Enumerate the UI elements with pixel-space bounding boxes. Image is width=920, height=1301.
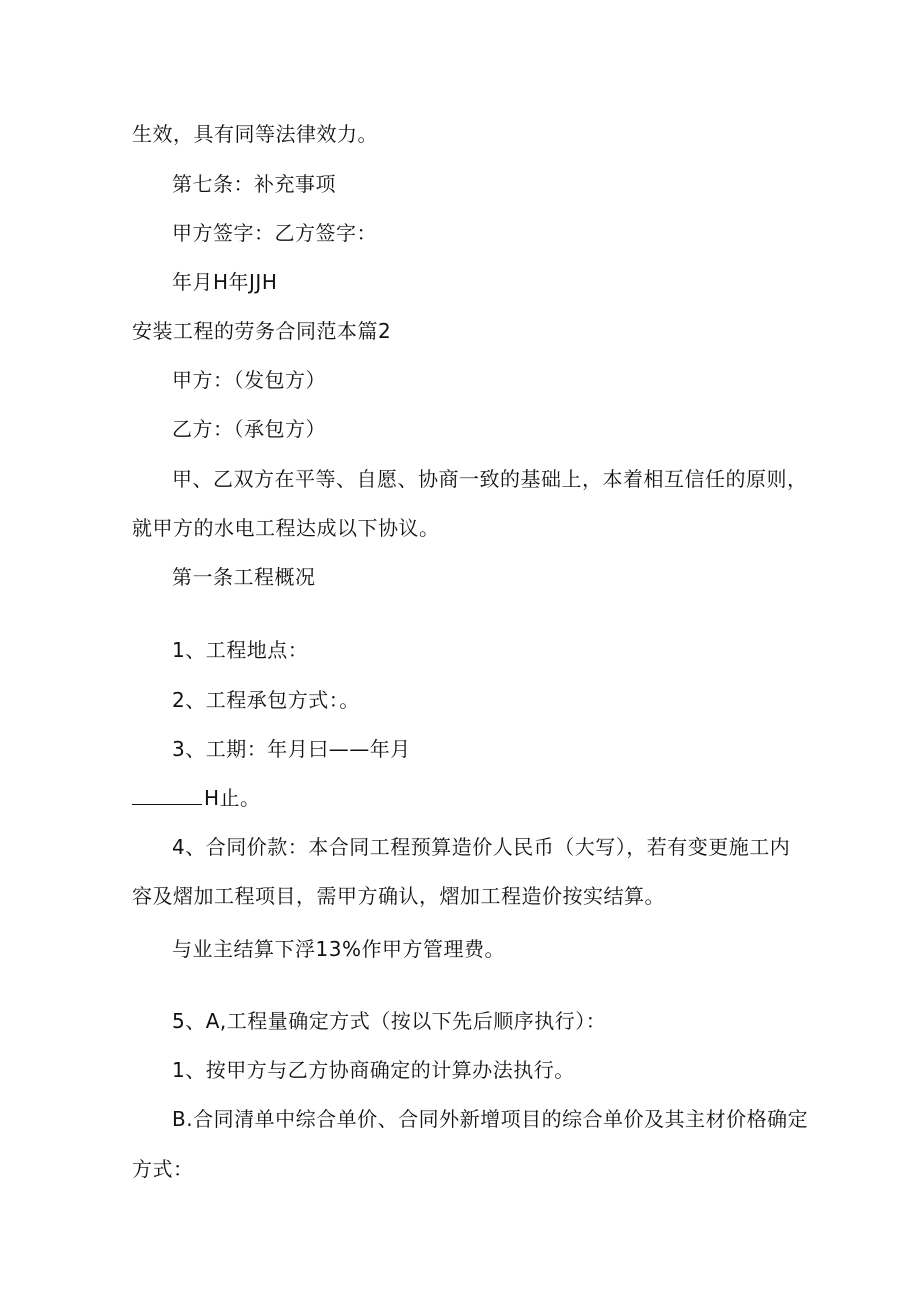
section-heading: 第七条：补充事项 (172, 172, 336, 196)
text-line: 与业主结算下浮13%作甲方管理费。 (172, 937, 505, 961)
document-title: 安装工程的劳务合同范本篇2 (132, 319, 392, 343)
signature-line: 甲方签字：乙方签字： (172, 221, 377, 245)
party-b-line: 乙方：（承包方） (172, 417, 326, 441)
section-heading: 第一条工程概况 (172, 565, 316, 589)
text-line (132, 784, 261, 812)
date-line: 年月H年JJH (172, 270, 278, 294)
list-item: 4、合同价款：本合同工程预算造价人民币（大写），若有变更施工内 (172, 835, 791, 859)
fill-in-blank (132, 784, 202, 805)
text-line: 容及熠加工程项目，需甲方确认，熠加工程造价按实结算。 (132, 884, 665, 908)
list-item: 1、工程地点： (172, 638, 309, 662)
list-item: 2、工程承包方式：。 (172, 688, 360, 712)
text-line: 生效，具有同等法律效力。 (132, 122, 378, 146)
list-item: 1、按甲方与乙方协商确定的计算办法执行。 (172, 1058, 575, 1082)
list-item: 5、A,工程量确定方式（按以下先后顺序执行）： (172, 1009, 607, 1033)
text-line: 甲、乙双方在平等、自愿、协商一致的基础上，本着相互信任的原则， (172, 467, 808, 491)
list-item: B.合同清单中综合单价、合同外新增项目的综合单价及其主材价格确定 (172, 1107, 809, 1131)
party-a-line: 甲方：（发包方） (172, 368, 326, 392)
text-line: 方式： (132, 1157, 194, 1181)
text-segment: H止。 (204, 786, 261, 810)
list-item: 3、工期：年月曰——年月 (172, 737, 411, 761)
text-line: 就甲方的水电工程达成以下协议。 (132, 516, 440, 540)
